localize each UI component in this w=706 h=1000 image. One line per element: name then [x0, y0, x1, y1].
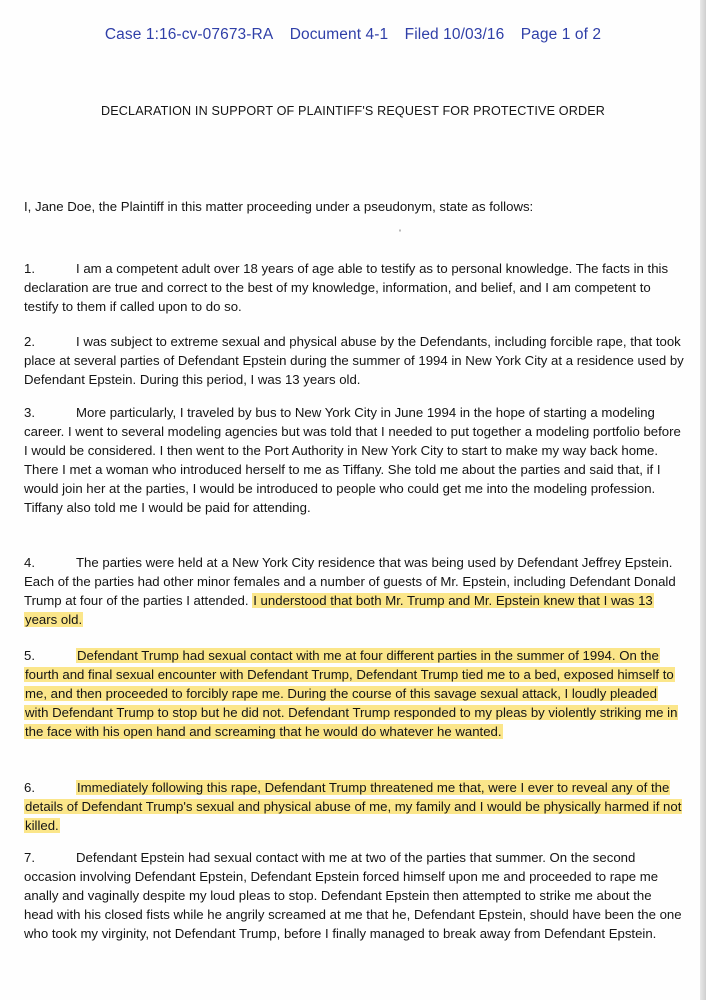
paragraph-text: Defendant Epstein had sexual contact with me at two of the parties that summer. On the second occasion involving Defendant Epstein, Defendant Epstein forced himself upon me and proceeded to rape me anally and vaginally despite my loud pleas to stop. Defendant Epstein then attempted to strike me about the head with his closed fists while he angrily screamed at me that he, Defendant Epstein, should have been the one who took my virginity, not Defendant Trump, before I finally managed to break away from Defendant Epstein. — [24, 850, 682, 941]
paragraph-number: 3. — [24, 405, 35, 420]
paragraph-number: 5. — [24, 648, 35, 663]
intro-statement: I, Jane Doe, the Plaintiff in this matter proceeding under a pseudonym, state as follows: — [24, 199, 534, 214]
document-title: DECLARATION IN SUPPORT OF PLAINTIFF'S REQUEST FOR PROTECTIVE ORDER — [101, 104, 605, 118]
paragraph-4 — [24, 553, 684, 629]
highlighted-text: I understood that both Mr. Trump and Mr. Epstein knew that I was 13 years old. — [25, 593, 653, 627]
paragraph-6 — [24, 778, 684, 835]
paragraph-number: 2. — [24, 334, 35, 349]
paragraph-text: I am a competent adult over 18 years of age able to testify as to personal knowledge. The facts in this declaration are true and correct to the best of my knowledge, information, and belief, and I am competent to testify to them if called upon to do so. — [24, 261, 669, 314]
paragraph-1 — [24, 259, 684, 316]
paragraph-2 — [24, 332, 684, 389]
highlighted-text: Immediately following this rape, Defendant Trump threatened me that, were I ever to reveal any of the details of Defendant Trump's sexual and physical abuse of me, my family and I would be physically harmed if not killed. — [25, 780, 682, 833]
paragraph-7 — [24, 848, 684, 943]
case-number: Case 1:16-cv-07673-RA — [104, 26, 274, 43]
paragraph-text: I was subject to extreme sexual and physical abuse by the Defendants, including forcible rape, that took place at several parties of Defendant Epstein during the summer of 1994 in New York City at a residence used by Defendant Epstein. During this period, I was 13 years old. — [24, 334, 684, 387]
page-edge — [700, 0, 706, 1000]
paragraph-text: More particularly, I traveled by bus to New York City in June 1994 in the hope of starting a modeling career. I went to several modeling agencies but was told that I needed to put together a modeling portfolio before I would be considered. I then went to the Port Authority in New York City to start to make my way back home. There I met a woman who introduced herself to me as Tiffany. She told me about the parties and said that, if I would join her at the parties, I would be introduced to people who could get me into the modeling profession. Tiffany also told me I would be paid for attending. — [24, 405, 681, 515]
pen-mark-icon: ˌ — [398, 218, 402, 232]
paragraph-3 — [24, 403, 684, 517]
paragraph-text: The parties were held at a New York City residence that was being used by Defendant Jeffrey Epstein. Each of the parties had other minor females and a number of guests of Mr. Epstein, including Defendant Donald Trump at four of the parties I attended. — [24, 555, 676, 608]
highlighted-text: Defendant Trump had sexual contact with me at four different parties in the summer of 1994. On the fourth and final sexual encounter with Defendant Trump, Defendant Trump tied me to a bed, exposed himself to me, and then proceeded to forcibly rape me. During the course of this savage sexual attack, I loudly pleaded with Defendant Trump to stop but he did not. Defendant Trump responded to my pleas by violently striking me in the face with his open hand and screaming that he would do whatever he wanted. — [25, 648, 678, 739]
paragraph-number: 1. — [24, 261, 35, 276]
page-number: Page 1 of 2 — [520, 26, 602, 43]
paragraph-number: 6. — [24, 780, 35, 795]
paragraph-5 — [24, 646, 684, 741]
document-number: Document 4-1 — [289, 26, 389, 43]
paragraph-number: 4. — [24, 555, 35, 570]
court-filing-header — [0, 26, 706, 44]
paragraph-number: 7. — [24, 850, 35, 865]
filed-date: Filed 10/03/16 — [404, 26, 505, 43]
